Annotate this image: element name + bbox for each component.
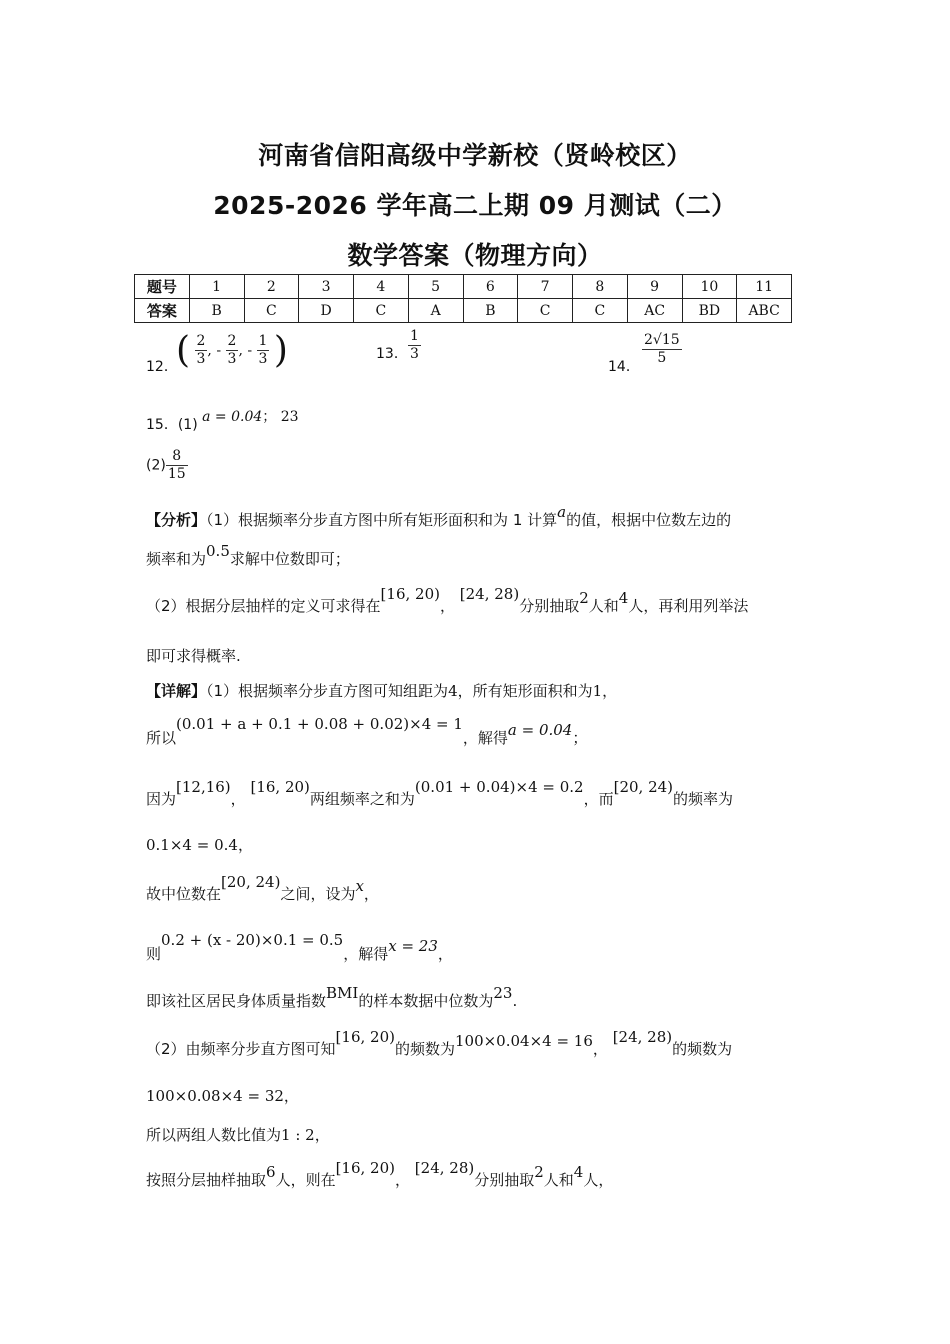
- answer-cell: A: [408, 299, 463, 323]
- analysis-line-3: （2）根据分层抽样的定义可求得在[16, 20)， [24, 28)分别抽取2人和4人，再利用列举法: [146, 585, 749, 615]
- title-exam: 2025-2026 学年高二上期 09 月测试（二）: [213, 191, 737, 220]
- detail-line-8: （2）由频率分步直方图可知[16, 20)的频数为100×0.04×4 = 16， [24, 28)的频数为: [146, 1028, 733, 1058]
- number-cell: 7: [518, 275, 573, 299]
- number-cell: 8: [573, 275, 628, 299]
- answer-cell: C: [573, 299, 628, 323]
- answer-cell: AC: [627, 299, 682, 323]
- answer-cell: C: [244, 299, 299, 323]
- q14-label: 14．: [608, 359, 640, 375]
- detail-line-11: 按照分层抽样抽取6人，则在[16, 20)， [24, 28)分别抽取2人和4人，: [146, 1159, 614, 1189]
- q14-denominator: 5: [657, 350, 667, 366]
- number-cell: 9: [627, 275, 682, 299]
- q13-answer: [408, 328, 421, 363]
- answer-cell: B: [189, 299, 244, 323]
- detail-line-4: 0.1×4 = 0.4，: [146, 836, 253, 854]
- answer-cell: C: [518, 299, 573, 323]
- analysis-line-2: 频率和为0.5求解中位数即可；: [146, 542, 350, 568]
- answer-cell: D: [299, 299, 354, 323]
- q15-part2: (2) $\frac{8}{15}$: [146, 448, 186, 482]
- answer-cell: B: [463, 299, 518, 323]
- number-cell: 11: [737, 275, 792, 299]
- detail-line-7: 即该社区居民身体质量指数BMI的样本数据中位数为23.: [146, 984, 518, 1010]
- detail-line-10: 所以两组人数比值为1 : 2，: [146, 1126, 330, 1144]
- q12-frac-3: $\frac{1}{3}$: [258, 333, 268, 367]
- answer-table-header-row: [135, 275, 792, 299]
- answer-cell: C: [354, 299, 409, 323]
- detail-line-5: 故中位数在[20, 24)之间，设为x，: [146, 873, 379, 903]
- detail-line-2: 所以(0.01 + a + 0.1 + 0.08 + 0.02)×4 = 1，解得a = 0.04；: [146, 715, 588, 747]
- header-label-cell: 题号: [135, 275, 190, 299]
- q14-numerator: 2√15: [644, 332, 680, 348]
- number-cell: 5: [408, 275, 463, 299]
- detail-line-6: 则0.2 + (x - 20)×0.1 = 0.5，解得x = 23，: [146, 931, 453, 963]
- detail-line-3: 因为[12,16)， [16, 20)两组频率之和为(0.01 + 0.04)×4 = 0.2，而[20, 24)的频率为: [146, 778, 734, 808]
- q13-denominator: 3: [410, 346, 419, 362]
- number-cell: 4: [354, 275, 409, 299]
- answer-label-cell: 答案: [135, 299, 190, 323]
- answer-table-answer-row: [135, 299, 792, 323]
- q14-answer: [642, 332, 682, 367]
- answer-cell: ABC: [737, 299, 792, 323]
- number-cell: 1: [189, 275, 244, 299]
- q12-frac-1: $\frac{2}{3}$: [196, 333, 206, 367]
- detail-line-1: 【详解】（1）根据频率分步直方图可知组距为4，所有矩形面积和为1，: [146, 682, 618, 700]
- number-cell: 6: [463, 275, 518, 299]
- q13-numerator: 1: [410, 328, 419, 344]
- answer-cell: BD: [682, 299, 737, 323]
- q12-answer: ( $\frac{2}{3}$ , - $\frac{2}{3}$ , - $\frac{1}{3}$ ): [176, 330, 288, 371]
- detail-line-9: 100×0.08×4 = 32，: [146, 1087, 299, 1105]
- q12-sep-2: , -: [238, 342, 253, 359]
- number-cell: 2: [244, 275, 299, 299]
- answer-table: [134, 274, 792, 323]
- q12-sep-1: , -: [207, 342, 222, 359]
- q15-expr: a = 0.04: [202, 409, 263, 425]
- q12-frac-2: $\frac{2}{3}$: [227, 333, 237, 367]
- title-school: 河南省信阳高级中学新校（贤岭校区）: [258, 141, 692, 170]
- analysis-line-1: 【分析】（1）根据频率分步直方图中所有矩形面积和为 1 计算a的值，根据中位数左边的: [146, 503, 732, 529]
- q12-label: 12．: [146, 359, 178, 375]
- q15-part1: 15．(1) a = 0.04； 23: [146, 409, 299, 433]
- number-cell: 3: [299, 275, 354, 299]
- analysis-line-4: 即可求得概率.: [146, 647, 241, 665]
- number-cell: 10: [682, 275, 737, 299]
- q15-median: 23: [280, 409, 299, 425]
- title-subject: 数学答案（物理方向）: [347, 241, 603, 270]
- q13-label: 13．: [376, 346, 408, 362]
